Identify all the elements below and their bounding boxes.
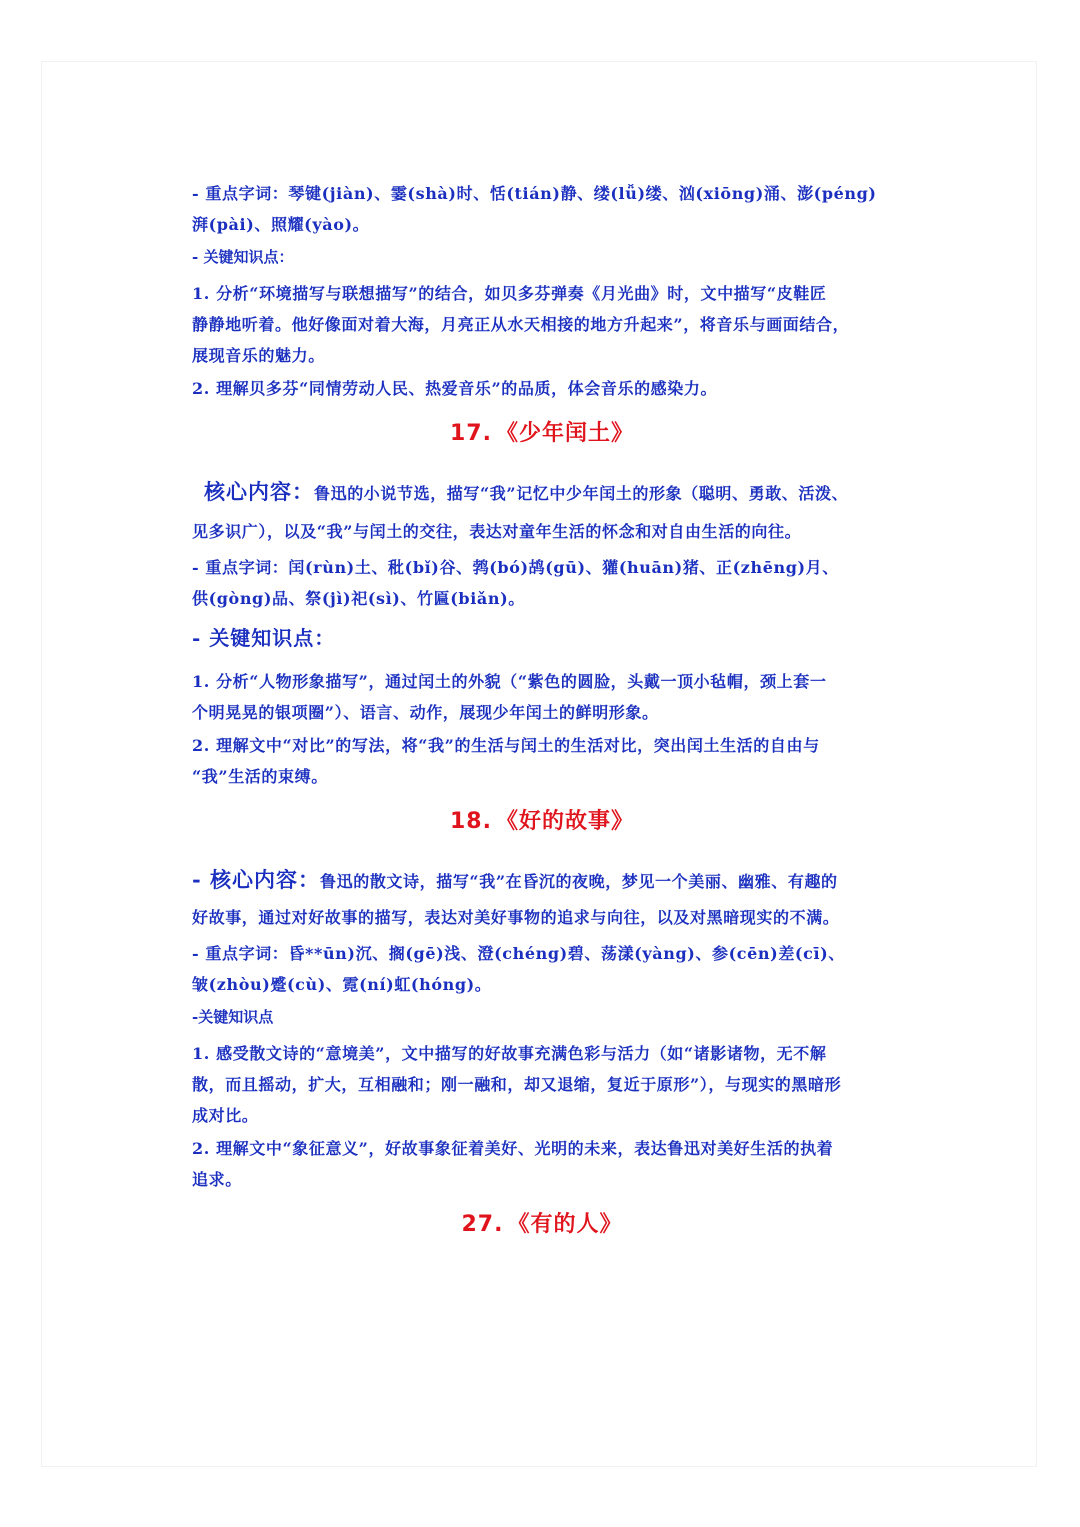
sec18-vocab <box>192 938 892 1000</box>
sec16-point1-line1: 1. 分析“环境描写与联想描写”的结合，如贝多芬弹奏《月光曲》时，文中描写“皮鞋匠 <box>192 284 827 303</box>
sec18-point2-line2: 追求。 <box>192 1170 242 1189</box>
sec18-vocab-line2: 皱(zhòu)蹙(cù)、霓(ní)虹(hóng)。 <box>192 975 492 994</box>
sec17-point1-line2: 个明晃晃的银项圈”）、语言、动作，展现少年闰土的鲜明形象。 <box>192 703 659 722</box>
sec17-vocab-line2: 供(gòng)品、祭(jì)祀(sì)、竹匾(biǎn)。 <box>192 589 525 608</box>
sec18-core-text1: 鲁迅的散文诗，描写“我”在昏沉的夜晚，梦见一个美丽、幽雅、有趣的 <box>320 872 838 891</box>
sec16-vocab-line1: - 重点字词：琴键(jiàn)、霎(shà)时、恬(tián)静、缕(lǚ)缕、汹(xiōng)涌、澎(péng) <box>192 184 877 203</box>
sec18-point1-line2: 散，而且摇动，扩大，互相融和；刚一融和，却又退缩，复近于原形”），与现实的黑暗形 <box>192 1075 842 1094</box>
sec18-core-line1 <box>192 862 892 900</box>
sec18-title <box>192 802 892 842</box>
sec17-point2-line2: “我”生活的束缚。 <box>192 767 328 786</box>
sec18-vocab-line1: - 重点字词：昏**ūn)沉、搁(gē)浅、澄(chéng)碧、荡漾(yàng)、参(cēn)差(cī)、 <box>192 944 845 963</box>
sec17-core-text1: 鲁迅的小说节选，描写“我”记忆中少年闰土的形象（聪明、勇敢、活泼、 <box>314 484 849 503</box>
sec17-title-text: 《少年闰土》 <box>495 421 634 446</box>
sec18-point2-line1: 2. 理解文中“象征意义”，好故事象征着美好、光明的未来，表达鲁迅对美好生活的执着 <box>192 1139 834 1158</box>
sec17-title <box>192 414 892 454</box>
sec16-point1 <box>192 278 892 371</box>
sec17-vocab-line1: - 重点字词：闰(rùn)土、秕(bǐ)谷、鹁(bó)鸪(gū)、獾(huān)猪、正(zhēng)月、 <box>192 558 839 577</box>
sec17-point2-line1: 2. 理解文中“对比”的写法，将“我”的生活与闰土的生活对比，突出闰土生活的自由与 <box>192 736 820 755</box>
sec18-title-text: 《好的故事》 <box>495 809 634 834</box>
sec18-point1 <box>192 1038 892 1131</box>
sec17-key-heading: - 关键知识点： <box>192 626 336 650</box>
sec27-number: 27. <box>461 1212 504 1237</box>
sec17-vocab <box>192 552 892 614</box>
sec18-point2 <box>192 1133 892 1195</box>
sec16-vocab-line2: 湃(pài)、照耀(yào)。 <box>192 215 370 234</box>
sec18-point1-line1: 1. 感受散文诗的“意境美”，文中描写的好故事充满色彩与活力（如“诸影诸物，无不解 <box>192 1044 827 1063</box>
sec18-core-label: - 核心内容： <box>192 867 321 892</box>
sec17-number: 17. <box>450 421 492 446</box>
sec17-point2 <box>192 730 892 792</box>
sec16-point1-line3: 展现音乐的魅力。 <box>192 346 325 365</box>
sec27-title <box>192 1205 892 1245</box>
sec16-point2: 2. 理解贝多芬“同情劳动人民、热爱音乐”的品质，体会音乐的感染力。 <box>192 379 718 398</box>
sec18-number: 18. <box>450 809 492 834</box>
sec18-core <box>192 862 892 936</box>
sec16-point1-line2: 静静地听着。他好像面对着大海，月亮正从水天相接的地方升起来”，将音乐与画面结合， <box>192 315 850 334</box>
sec18-core-line2: 好故事，通过对好故事的描写，表达对美好事物的追求与向往，以及对黑暗现实的不满。 <box>192 908 840 927</box>
document-content <box>192 178 892 1265</box>
sec17-core-label: 核心内容： <box>204 479 314 504</box>
sec18-key-heading: -关键知识点 <box>192 1008 274 1026</box>
sec17-core-line1 <box>204 474 892 512</box>
sec16-vocab <box>192 178 892 240</box>
sec17-point1 <box>192 666 892 728</box>
sec16-key-heading: - 关键知识点： <box>192 248 294 266</box>
sec17-core <box>192 474 892 512</box>
sec18-point1-line3: 成对比。 <box>192 1106 259 1125</box>
sec17-point1-line1: 1. 分析“人物形象描写”，通过闰土的外貌（“紫色的圆脸，头戴一顶小毡帽，颈上套一 <box>192 672 827 691</box>
sec17-core-line2: 见多识广），以及“我”与闰土的交往，表达对童年生活的怀念和对自由生活的向往。 <box>192 522 802 541</box>
sec27-title-text: 《有的人》 <box>507 1212 623 1237</box>
